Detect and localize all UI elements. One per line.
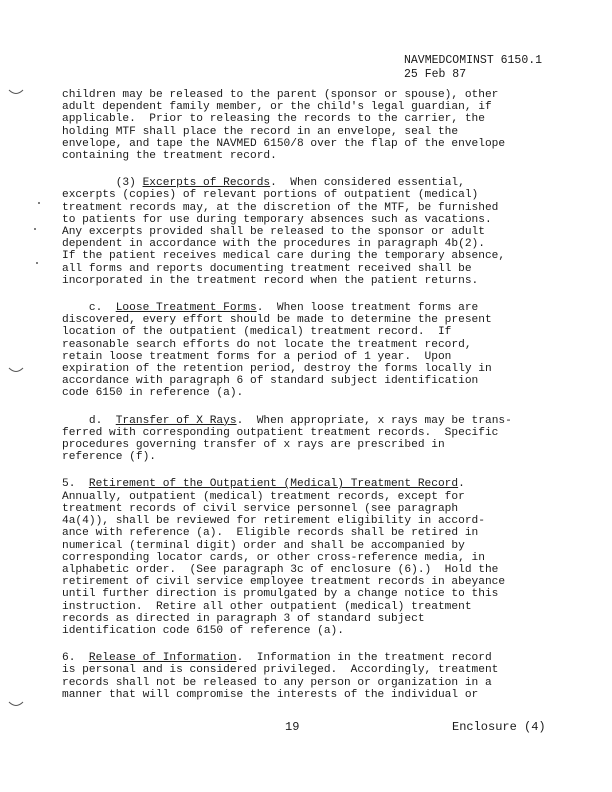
paragraph-heading: Release of Information bbox=[88, 652, 237, 665]
paragraph-heading: Loose Treatment Forms bbox=[115, 302, 257, 315]
paragraph-heading-line bbox=[62, 478, 562, 490]
text-line: applicable. Prior to releasing the records to the carrier, the bbox=[62, 113, 485, 126]
text-line: reasonable search efforts do not locate the treatment record, bbox=[62, 338, 472, 351]
paragraph bbox=[62, 177, 562, 287]
text-line: corresponding locator cards, or other cross-reference media, in bbox=[62, 551, 485, 564]
paragraph bbox=[62, 652, 562, 701]
paragraph-heading-line bbox=[62, 177, 562, 189]
paragraph bbox=[62, 302, 562, 400]
text-line: manner that will compromise the interests of the individual or bbox=[62, 688, 479, 701]
text-line: Any excerpts provided shall be released to the sponsor or adult bbox=[62, 226, 485, 239]
text-line: accordance with paragraph 6 of standard subject identification bbox=[62, 375, 479, 388]
scan-speck bbox=[34, 228, 36, 230]
paragraph-number: (3) bbox=[62, 177, 143, 190]
paragraph-text: . When considered essential, bbox=[270, 177, 465, 190]
paragraph-number: d. bbox=[62, 414, 116, 427]
paragraph-number: 5. bbox=[62, 478, 89, 491]
document-id: NAVMEDCOMINST 6150.1 bbox=[404, 54, 543, 67]
paragraph bbox=[62, 478, 562, 637]
text-line: containing the treatment record. bbox=[62, 150, 277, 163]
text-line: excerpts (copies) of relevant portions of outpatient (medical) bbox=[62, 189, 479, 202]
paragraph bbox=[62, 415, 562, 464]
text-line: 4a(4)), shall be reviewed for retirement eligibility in accord- bbox=[62, 515, 485, 528]
paragraph-heading: Retirement of the Outpatient (Medical) Treatment Record bbox=[88, 478, 459, 491]
paragraph-text: . When appropriate, x rays may be trans- bbox=[236, 414, 512, 427]
paragraph-number: 6. bbox=[62, 652, 89, 665]
text-line: to patients for use during temporary absences such as vacations. bbox=[62, 213, 492, 226]
text-line: identification code 6150 of reference (a). bbox=[62, 624, 344, 637]
text-line: location of the outpatient (medical) treatment record. If bbox=[62, 326, 452, 339]
text-line: treatment records of civil service personnel (see paragraph bbox=[62, 502, 459, 515]
paragraph-heading-line bbox=[62, 415, 562, 427]
text-line: retain loose treatment forms for a period of 1 year. Upon bbox=[62, 350, 452, 363]
text-line: code 6150 in reference (a). bbox=[62, 387, 244, 400]
paragraph-number: c. bbox=[62, 302, 116, 315]
text-line: alphabetic order. (See paragraph 3c of enclosure (6).) Hold the bbox=[62, 563, 499, 576]
text-line: numerical (terminal digit) order and shall be accompanied by bbox=[62, 539, 465, 552]
paragraph-heading-line bbox=[62, 302, 562, 314]
binder-hole-mark bbox=[8, 700, 24, 710]
document-date: 25 Feb 87 bbox=[404, 68, 467, 81]
binder-hole-mark bbox=[8, 88, 24, 98]
text-line: If the patient receives medical care during the temporary absence, bbox=[62, 250, 506, 263]
text-line: until further direction is promulgated by a change notice to this bbox=[62, 588, 499, 601]
text-line: children may be released to the parent (sponsor or spouse), other bbox=[62, 89, 499, 101]
text-line: reference (f). bbox=[62, 451, 156, 464]
paragraph-text: . Information in the treatment record bbox=[236, 652, 492, 665]
document-header bbox=[404, 54, 542, 82]
enclosure-label: Enclosure (4) bbox=[452, 720, 546, 734]
text-line: ance with reference (a). Eligible records shall be retired in bbox=[62, 527, 479, 540]
text-line: adult dependent family member, or the child's legal guardian, if bbox=[62, 101, 492, 114]
text-line: envelope, and tape the NAVMED 6150/8 over the flap of the envelope bbox=[62, 137, 506, 150]
text-line: incorporated in the treatment record when the patient returns. bbox=[62, 274, 479, 287]
page-number: 19 bbox=[285, 720, 300, 734]
paragraph-text: . bbox=[458, 478, 465, 491]
paragraph-text: . When loose treatment forms are bbox=[256, 302, 479, 315]
text-line: procedures governing transfer of x rays are prescribed in bbox=[62, 439, 445, 452]
text-line: Annually, outpatient (medical) treatment records, except for bbox=[62, 490, 465, 503]
scan-speck bbox=[36, 262, 38, 264]
text-line: holding MTF shall place the record in an envelope, seal the bbox=[62, 125, 459, 138]
text-line: records shall not be released to any person or organization in a bbox=[62, 676, 492, 689]
paragraph-heading: Excerpts of Records bbox=[142, 177, 271, 190]
text-line: instruction. Retire all other outpatient (medical) treatment bbox=[62, 600, 472, 613]
text-line: all forms and reports documenting treatment received shall be bbox=[62, 262, 472, 275]
text-line: retirement of civil service employee treatment records in abeyance bbox=[62, 576, 506, 589]
text-line: treatment records may, at the discretion of the MTF, be furnished bbox=[62, 201, 499, 214]
document-body bbox=[62, 89, 562, 716]
text-line: ferred with corresponding outpatient treatment records. Specific bbox=[62, 426, 499, 439]
scan-speck bbox=[38, 202, 40, 204]
paragraph-heading-line bbox=[62, 652, 562, 664]
text-line: discovered, every effort should be made to determine the present bbox=[62, 314, 492, 327]
binder-hole-mark bbox=[8, 366, 24, 376]
paragraph bbox=[62, 89, 562, 162]
paragraph-heading: Transfer of X Rays bbox=[115, 414, 237, 427]
text-line: dependent in accordance with the procedures in paragraph 4b(2). bbox=[62, 238, 485, 251]
text-line: records as directed in paragraph 3 of standard subject bbox=[62, 612, 425, 625]
text-line: is personal and is considered privileged. Accordingly, treatment bbox=[62, 664, 499, 677]
text-line: expiration of the retention period, destroy the forms locally in bbox=[62, 363, 492, 376]
